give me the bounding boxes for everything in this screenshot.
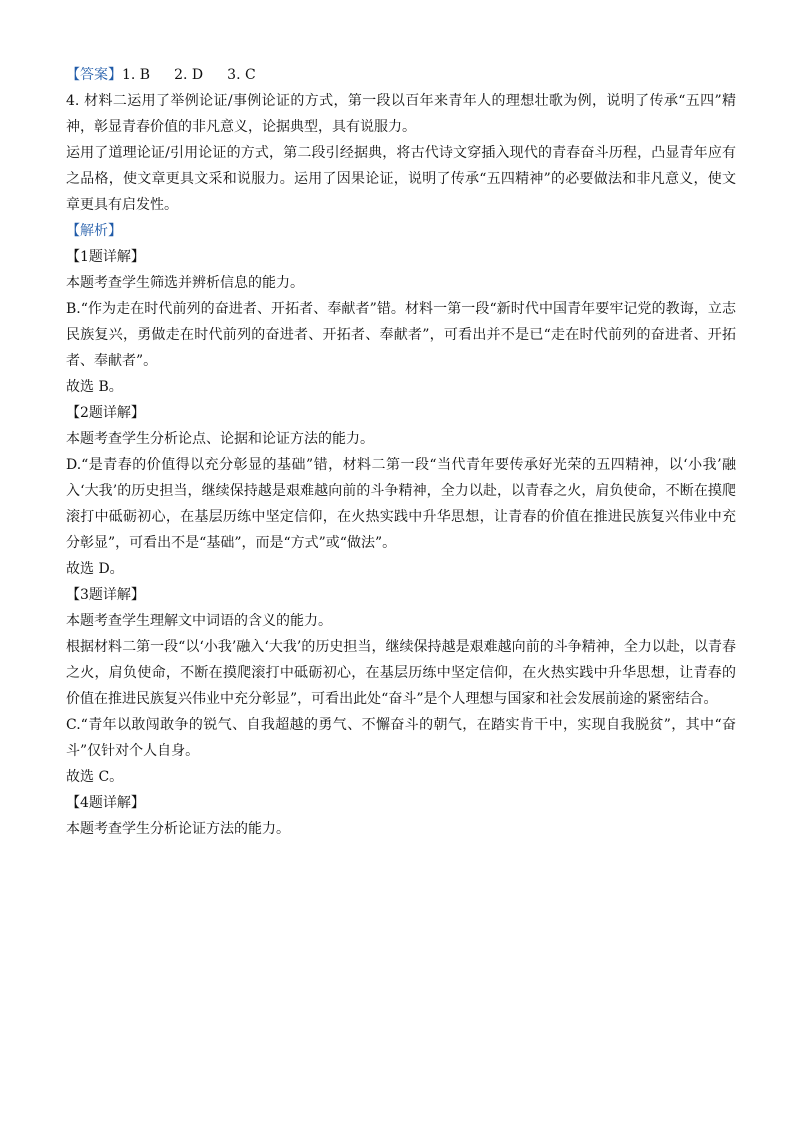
section-paragraph: 故选 C。 — [66, 769, 124, 785]
section-paragraph: C.“青年以敢闯敢争的锐气、自我超越的勇气、不懈奋斗的朝气，在踏实肯干中，实现自我脱贫”，其中“奋斗”仅针对个人自身。 — [66, 717, 736, 759]
answer-item: 2. D — [174, 67, 204, 83]
section-paragraph: B.“作为走在时代前列的奋进者、开拓者、奉献者”错。材料一第一段“新时代中国青年要牢记党的教诲，立志民族复兴，勇做走在时代前列的奋进者、开拓者、奉献者”，可看出并不是已“走在时代前列的奋进者、开拓者、奉献者”。 — [66, 301, 736, 369]
analysis-tag: 【解析】 — [66, 223, 122, 239]
answer-item: 1. B — [122, 67, 151, 83]
section-paragraph: D.“是青春的价值得以充分彰显的基础”错，材料二第一段“当代青年要传承好光荣的五四精神，以‘小我’融入‘大我’的历史担当，继续保持越是艰难越向前的斗争精神，全力以赴，以青春之火，肩负使命，不断在摸爬滚打中砥砺初心，在基层历练中坚定信仰，在火热实践中升华思想，让青春的价值在推进民族复兴伟业中充分彰显”，可看出不是“基础”，而是“方式”或“做法”。 — [66, 457, 736, 551]
section-paragraph: 本题考查学生筛选并辨析信息的能力。 — [66, 275, 304, 291]
q4-answer-paragraph-2: 运用了道理论证/引用论证的方式，第二段引经据典，将古代诗文穿插入现代的青春奋斗历程，凸显青年应有之品格，使文章更具文采和说服力。运用了因果论证，说明了传承“五四精神”的必要做法和非凡意义，使文章更具有启发性。 — [66, 145, 736, 213]
section-paragraph: 故选 B。 — [66, 379, 123, 395]
section-paragraph: 本题考查学生分析论证方法的能力。 — [66, 821, 290, 837]
section-heading: 【3题详解】 — [66, 587, 145, 603]
section-paragraph: 本题考查学生分析论点、论据和论证方法的能力。 — [66, 431, 374, 447]
section-heading: 【1题详解】 — [66, 249, 145, 265]
answer-item: 3. C — [227, 67, 256, 83]
answer-line — [66, 62, 736, 88]
section-paragraph: 本题考查学生理解文中词语的含义的能力。 — [66, 613, 332, 629]
answer-tag: 【答案】 — [66, 67, 122, 83]
section-heading: 【2题详解】 — [66, 405, 145, 421]
section-heading: 【4题详解】 — [66, 795, 145, 811]
document-page — [66, 62, 736, 842]
q4-answer-paragraph-1: 4. 材料二运用了举例论证/事例论证的方式，第一段以百年来青年人的理想壮歌为例，说明了传承“五四”精神，彰显青春价值的非凡意义，论据典型，具有说服力。 — [66, 93, 736, 135]
section-paragraph: 根据材料二第一段“以‘小我’融入‘大我’的历史担当，继续保持越是艰难越向前的斗争精神，全力以赴，以青春之火，肩负使命，不断在摸爬滚打中砥砺初心，在基层历练中坚定信仰，在火热实践中升华思想，让青春的价值在推进民族复兴伟业中充分彰显”，可看出此处“奋斗”是个人理想与国家和社会发展前途的紧密结合。 — [66, 639, 736, 707]
section-paragraph: 故选 D。 — [66, 561, 124, 577]
